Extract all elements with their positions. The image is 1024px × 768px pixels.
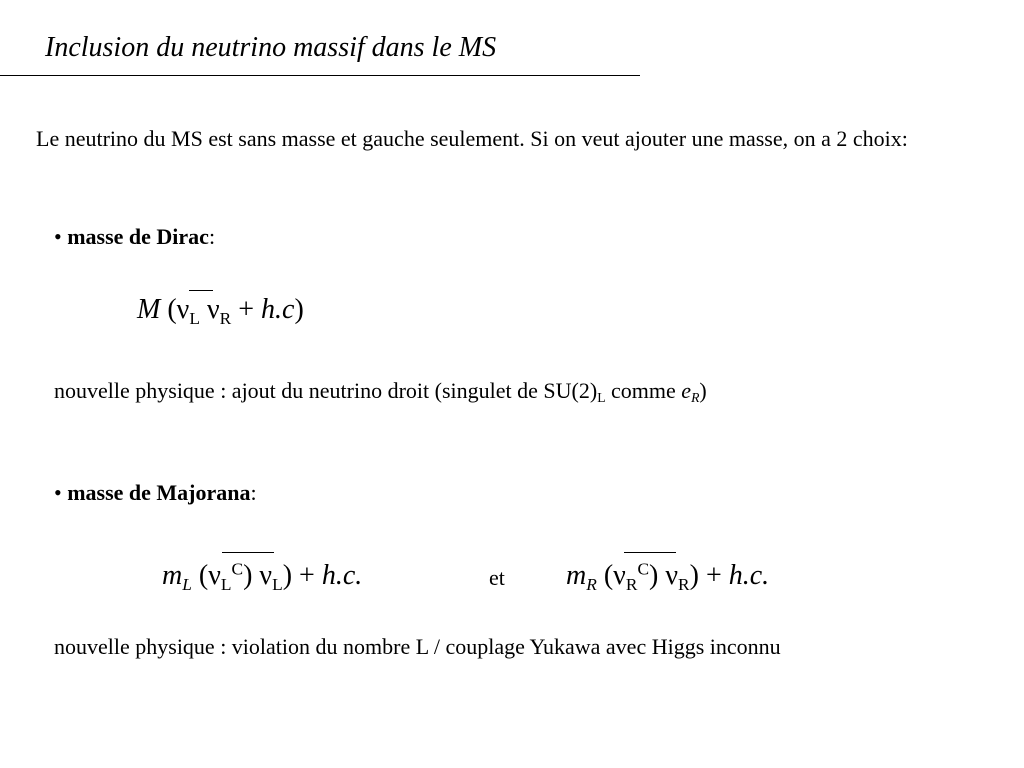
dirac-note-mid: comme (605, 378, 682, 403)
majorana-left-conjugate-bar (222, 552, 274, 553)
majorana-right-msub: R (586, 575, 597, 595)
majorana-left-sub1: L (220, 575, 232, 595)
dirac-space (200, 294, 207, 325)
majorana-left-msub: L (182, 575, 192, 595)
majorana-left-nu1: ν (208, 560, 221, 591)
majorana-right-sup1: C (637, 559, 650, 579)
dirac-heading: masse de Dirac (67, 224, 209, 249)
majorana-left-sub2: L (272, 575, 283, 595)
majorana-left-m: m (162, 560, 183, 591)
majorana-right-close1: ) (649, 560, 666, 591)
majorana-right-close2: ) + (689, 560, 729, 591)
majorana-left-sup1: C (231, 559, 244, 579)
intro-text: Le neutrino du MS est sans masse et gauche seulement. Si on veut ajouter une masse, on a 2 choix: (36, 126, 908, 151)
dirac-hc: h.c (261, 294, 295, 325)
title-underline (0, 75, 640, 76)
dirac-conjugate-bar (189, 290, 213, 291)
dirac-bullet-line (54, 226, 215, 248)
dirac-note-close: ) (699, 378, 707, 403)
bullet-glyph: • (54, 480, 62, 505)
dirac-open-paren: ( (160, 294, 177, 325)
majorana-et: et (489, 565, 505, 590)
majorana-note: nouvelle physique : violation du nombre L / couplage Yukawa avec Higgs inconnu (54, 634, 781, 659)
slide-title: Inclusion du neutrino massif dans le MS (45, 32, 497, 63)
dirac-sub-right: R (219, 309, 232, 329)
majorana-left-open: ( (191, 560, 209, 591)
majorana-right-nu1: ν (613, 560, 626, 591)
majorana-right-conjugate-bar (624, 552, 676, 553)
majorana-right-sub2: R (678, 575, 690, 595)
bullet-glyph: • (54, 224, 62, 249)
dirac-note-sub: L (597, 390, 606, 406)
majorana-right-nu2: ν (665, 560, 679, 591)
majorana-bullet-line (54, 482, 257, 504)
dirac-nu-left: ν (176, 294, 190, 325)
dirac-note-e: e (681, 378, 692, 403)
majorana-left-hc: h.c. (321, 560, 363, 591)
dirac-formula (137, 294, 304, 329)
dirac-colon: : (208, 224, 216, 249)
dirac-plus: + (231, 294, 261, 325)
majorana-formula-left (162, 559, 363, 595)
majorana-formula-right (566, 559, 770, 595)
majorana-left-close2: ) + (282, 560, 322, 591)
dirac-sub-left: L (189, 309, 200, 329)
dirac-nu-right: ν (206, 294, 220, 325)
dirac-mass-symbol: M (137, 294, 161, 325)
majorana-colon: : (250, 480, 257, 505)
majorana-left-nu2: ν (259, 560, 273, 591)
dirac-note (54, 378, 707, 406)
majorana-right-m: m (566, 560, 587, 591)
dirac-close-paren: ) (294, 294, 304, 325)
dirac-note-esub: R (691, 390, 700, 406)
majorana-heading: masse de Majorana (67, 480, 251, 505)
dirac-note-text: nouvelle physique : ajout du neutrino droit (singulet de SU(2) (54, 378, 598, 403)
majorana-right-sub1: R (625, 575, 638, 595)
majorana-right-hc: h.c. (728, 560, 770, 591)
majorana-left-close1: ) (243, 560, 260, 591)
majorana-right-open: ( (596, 560, 614, 591)
